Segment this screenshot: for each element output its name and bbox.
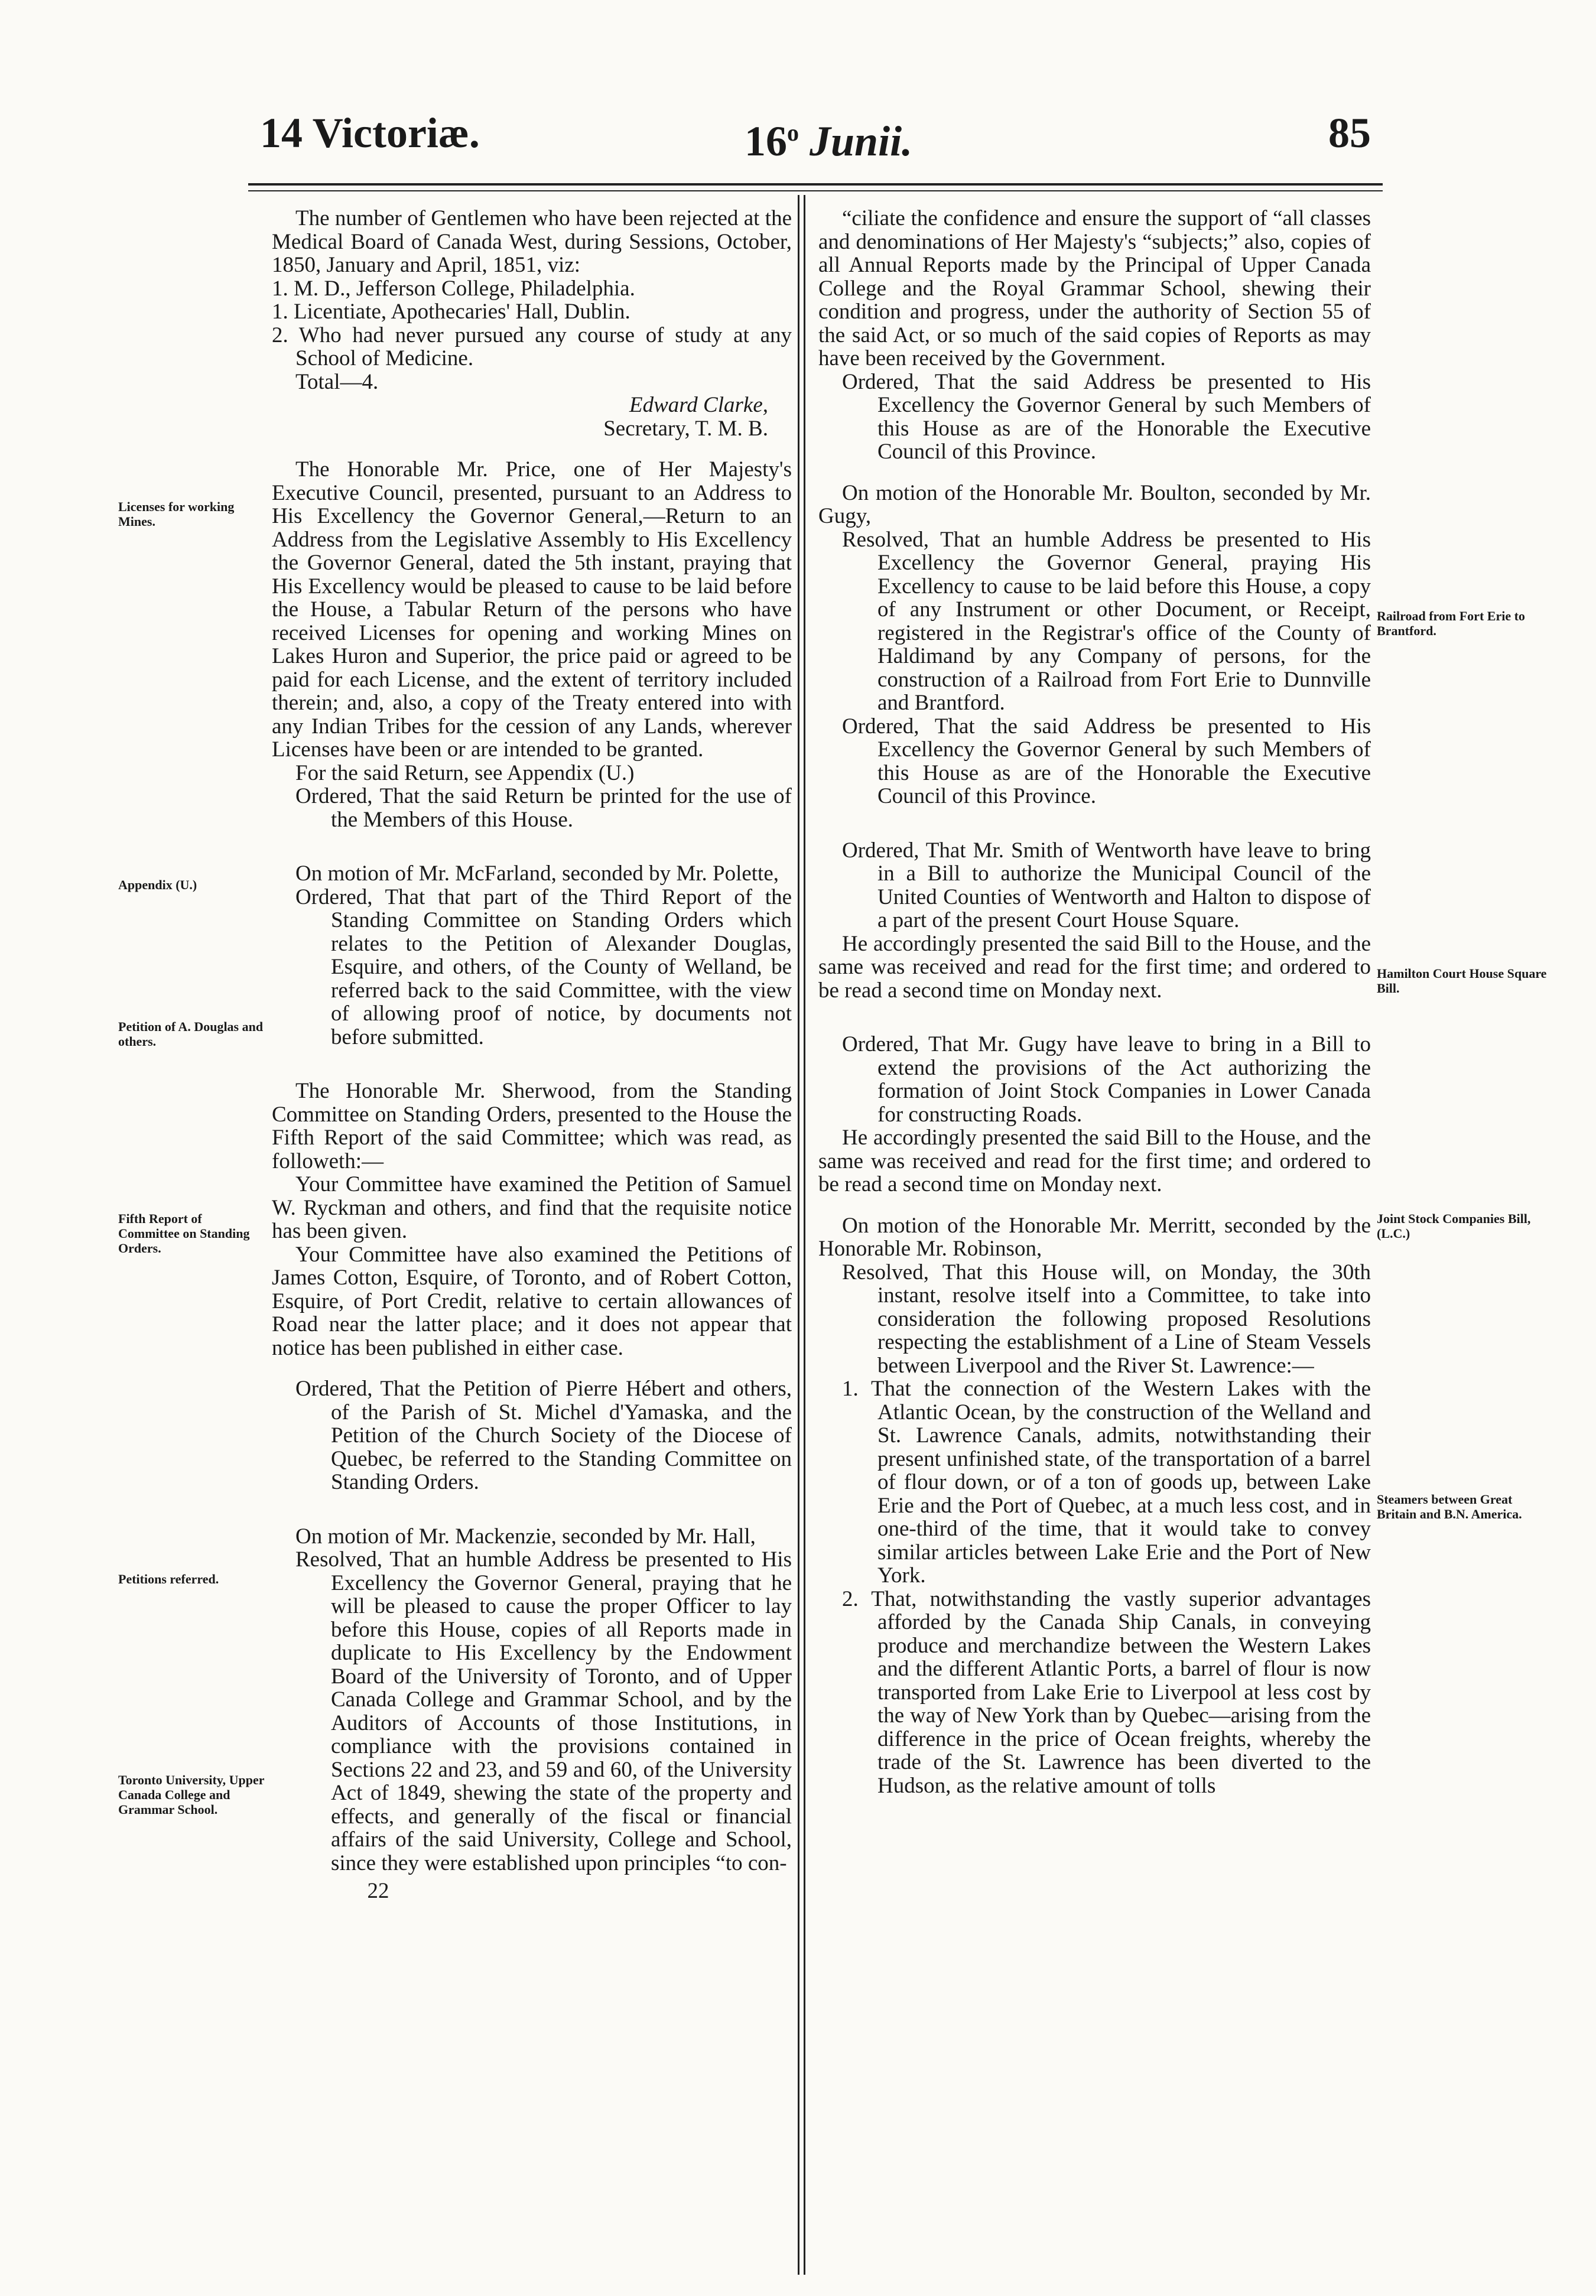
resolution-item-1: 1. That the connection of the Western Lakes with the Atlantic Ocean, by the construction of the Welland and St. Lawrence Canals, admits, notwithstanding their present unfinished state, of the transportation of a barrel of flour down, or of a ton of goods up, between Lake Erie and the Port of Quebec, at a much less cost, and in one-third of the time, that it would take to convey similar articles between Lake Erie and the Port of New York. bbox=[842, 1377, 1371, 1588]
medical-board-paragraph: The number of Gentlemen who have been rejected at the Medical Board of Canada West, during Sessions, October, 1850, January and April, 1851, viz: bbox=[272, 206, 792, 277]
margin-note-steamers: Steamers between Great Britain and B.N. America. bbox=[1377, 1492, 1522, 1521]
motion-paragraph: On motion of the Honorable Mr. Merritt, seconded by the Honorable Mr. Robinson, bbox=[818, 1213, 1371, 1261]
list-item: 2. Who had never pursued any course of study at any School of Medicine. bbox=[272, 323, 792, 370]
margin-note-toronto-university: Toronto University, Upper Canada College and Grammar School. bbox=[118, 1773, 265, 1817]
motion-paragraph: On motion of Mr. Mackenzie, seconded by Mr. Hall, bbox=[295, 1524, 756, 1549]
header-day-suffix: o bbox=[787, 119, 799, 146]
column-divider-right bbox=[804, 195, 805, 2275]
header-regnal-year: 14 Victoriæ. bbox=[260, 109, 480, 157]
report-paragraph: Your Committee have examined the Petition of Samuel W. Ryckman and others, and find that the requisite notice has been given. bbox=[272, 1172, 792, 1243]
left-column bbox=[272, 207, 792, 1903]
order-paragraph: Ordered, That the said Address be presented to His Excellency the Governor General by such Members of this House as are of the Honorable the Executive Council of this Province. bbox=[842, 714, 1371, 808]
resolution-item-2: 2. That, notwithstanding the vastly superior advantages afforded by the Canada Ship Canals, in conveying produce and merchandize between the Western Lakes and the different Atlantic Ports, a barrel of flour is now transported from Lake Erie to Liverpool at less cost by the way of New York than by Quebec—arising from the difference in the price of Ocean freights, whereby the trade of the St. Lawrence has been diverted to the Hudson, as the relative amount of tolls bbox=[842, 1586, 1371, 1798]
order-paragraph: Ordered, That the said Address be presented to His Excellency the Governor General by such Members of this House as are of the Honorable the Executive Council of this Province. bbox=[842, 369, 1371, 464]
signature-name: Edward Clarke, bbox=[629, 393, 768, 417]
motion-paragraph: On motion of the Honorable Mr. Boulton, seconded by Mr. Gugy, bbox=[818, 480, 1371, 528]
page-number: 85 bbox=[1328, 109, 1371, 157]
signature-mark: 22 bbox=[367, 1879, 389, 1903]
margin-note-fifth-report: Fifth Report of Committee on Standing Orders. bbox=[118, 1211, 250, 1256]
order-paragraph: Ordered, That the Petition of Pierre Hébert and others, of the Parish of St. Michel d'Yamaska, and the Petition of the Church Society of the Diocese of Quebec, be referred to the Standing Committee on Standing Orders. bbox=[295, 1377, 792, 1494]
fifth-report-paragraph: The Honorable Mr. Sherwood, from the Standing Committee on Standing Orders, presented to the House the Fifth Report of the said Committee; which was read, as followeth:— bbox=[272, 1079, 792, 1173]
margin-note-licenses: Licenses for working Mines. bbox=[118, 499, 235, 529]
appendix-reference: For the said Return, see Appendix (U.) bbox=[295, 760, 635, 785]
margin-note-railroad: Railroad from Fort Erie to Brantford. bbox=[1377, 609, 1525, 638]
mines-return-paragraph: The Honorable Mr. Price, one of Her Majesty's Executive Council, presented, pursuant to an Address to His Excellency the Governor General,—Return to an Address from the Legislative Assembly to His Excellency the Governor General, dated the 5th instant, praying that His Excellency would be pleased to cause to be laid before the House, a Tabular Return of the persons who have received Licenses for opening and working Mines on Lakes Huron and Superior, the price paid or agreed to be paid for each License, and the extent of territory included therein; and, also, a copy of the Treaty entered into with any Indian Tribes for the cession of any Lands, wherever Licenses have been or are intended to be granted. bbox=[272, 457, 792, 762]
margin-note-petitions-referred: Petitions referred. bbox=[118, 1572, 219, 1586]
order-paragraph: Ordered, That Mr. Gugy have leave to bring in a Bill to extend the provisions of the Act authorizing the formation of Joint Stock Companies in Lower Canada for constructing Roads. bbox=[842, 1032, 1371, 1127]
bill-presented-paragraph: He accordingly presented the said Bill to the House, and the same was received and read for the first time; and ordered to be read a second time on Monday next. bbox=[818, 931, 1371, 1003]
margin-note-hamilton: Hamilton Court House Square Bill. bbox=[1377, 966, 1547, 996]
resolution-paragraph: Resolved, That an humble Address be presented to His Excellency the Governor General, praying His Excellency to cause to be laid before this House, a copy of any Instrument or other Document, or Receipt, registered in the Registrar's office of the County of Haldimand by any Company of persons, for the construction of a Railroad from Fort Erie to Dunnville and Brantford. bbox=[842, 527, 1371, 715]
bill-presented-paragraph: He accordingly presented the said Bill to the House, and the same was received and read for the first time; and ordered to be read a second time on Monday next. bbox=[818, 1126, 1371, 1196]
list-item: 1. M. D., Jefferson College, Philadelphia. bbox=[272, 276, 635, 301]
header-date bbox=[745, 106, 912, 168]
order-paragraph: Ordered, That Mr. Smith of Wentworth have leave to bring in a Bill to authorize the Municipal Council of the United Counties of Wentworth and Halton to dispose of a part of the present Court House Square. bbox=[842, 838, 1371, 932]
column-divider-left bbox=[798, 195, 799, 2275]
header-month: Junii. bbox=[810, 118, 913, 165]
margin-note-petition-douglas: Petition of A. Douglas and others. bbox=[118, 1019, 264, 1049]
header-rule-thick bbox=[248, 183, 1383, 186]
total-line: Total—4. bbox=[295, 369, 379, 394]
margin-note-appendix: Appendix (U.) bbox=[118, 877, 197, 892]
report-paragraph: Your Committee have also examined the Petitions of James Cotton, Esquire, of Toronto, and of Robert Cotton, Esquire, of Port Credit, relative to certain allowances of Road near the latter place; and it does not appear that notice has been published in either case. bbox=[272, 1242, 792, 1360]
continued-paragraph: “ciliate the confidence and ensure the support of “all classes and denominations of Her Majesty's “subjects;” also, copies of all Annual Reports made by the Principal of Upper Canada College and the Royal Grammar School, shewing their condition and progress, under the authority of Section 55 of the said Act, or so much of the said copies of Reports as may have been received by the Government. bbox=[818, 206, 1371, 370]
running-header bbox=[260, 106, 1371, 171]
resolution-paragraph: Resolved, That an humble Address be presented to His Excellency the Governor General, praying that he will be pleased to cause the proper Officer to lay before this House, copies of all Reports made in duplicate to His Excellency by the Endowment Board of the University of Toronto, and of Upper Canada College and Grammar School, and by the Auditors of Accounts of those Institutions, in compliance with the provisions contained in Sections 22 and 23, and 59 and 60, of the University Act of 1849, shewing the state of the property and effects, and generally of the fiscal or financial affairs of the said University, College and School, since they were established upon principles “to con- bbox=[295, 1547, 792, 1875]
margin-note-joint-stock: Joint Stock Companies Bill, (L.C.) bbox=[1377, 1211, 1531, 1241]
order-paragraph: Ordered, That that part of the Third Report of the Standing Committee on Standing Orders which relates to the Petition of Alexander Douglas, Esquire, and others, of the County of Welland, be referred back to the said Committee, with the view of allowing proof of notice, by documents not before submitted. bbox=[295, 884, 792, 1049]
motion-paragraph: On motion of Mr. McFarland, seconded by Mr. Polette, bbox=[295, 861, 779, 886]
signature-title: Secretary, T. M. B. bbox=[603, 416, 768, 441]
header-rule-thin bbox=[248, 190, 1383, 191]
resolution-paragraph: Resolved, That this House will, on Monday, the 30th instant, resolve itself into a Committee, to take into consideration the following proposed Resolutions respecting the establishment of a Line of Steam Vessels between Liverpool and the River St. Lawrence:— bbox=[842, 1260, 1371, 1378]
header-day: 16 bbox=[745, 118, 787, 165]
right-column bbox=[818, 207, 1371, 1797]
order-paragraph: Ordered, That the said Return be printed for the use of the Members of this House. bbox=[295, 784, 792, 832]
list-item: 1. Licentiate, Apothecaries' Hall, Dublin. bbox=[272, 300, 630, 324]
